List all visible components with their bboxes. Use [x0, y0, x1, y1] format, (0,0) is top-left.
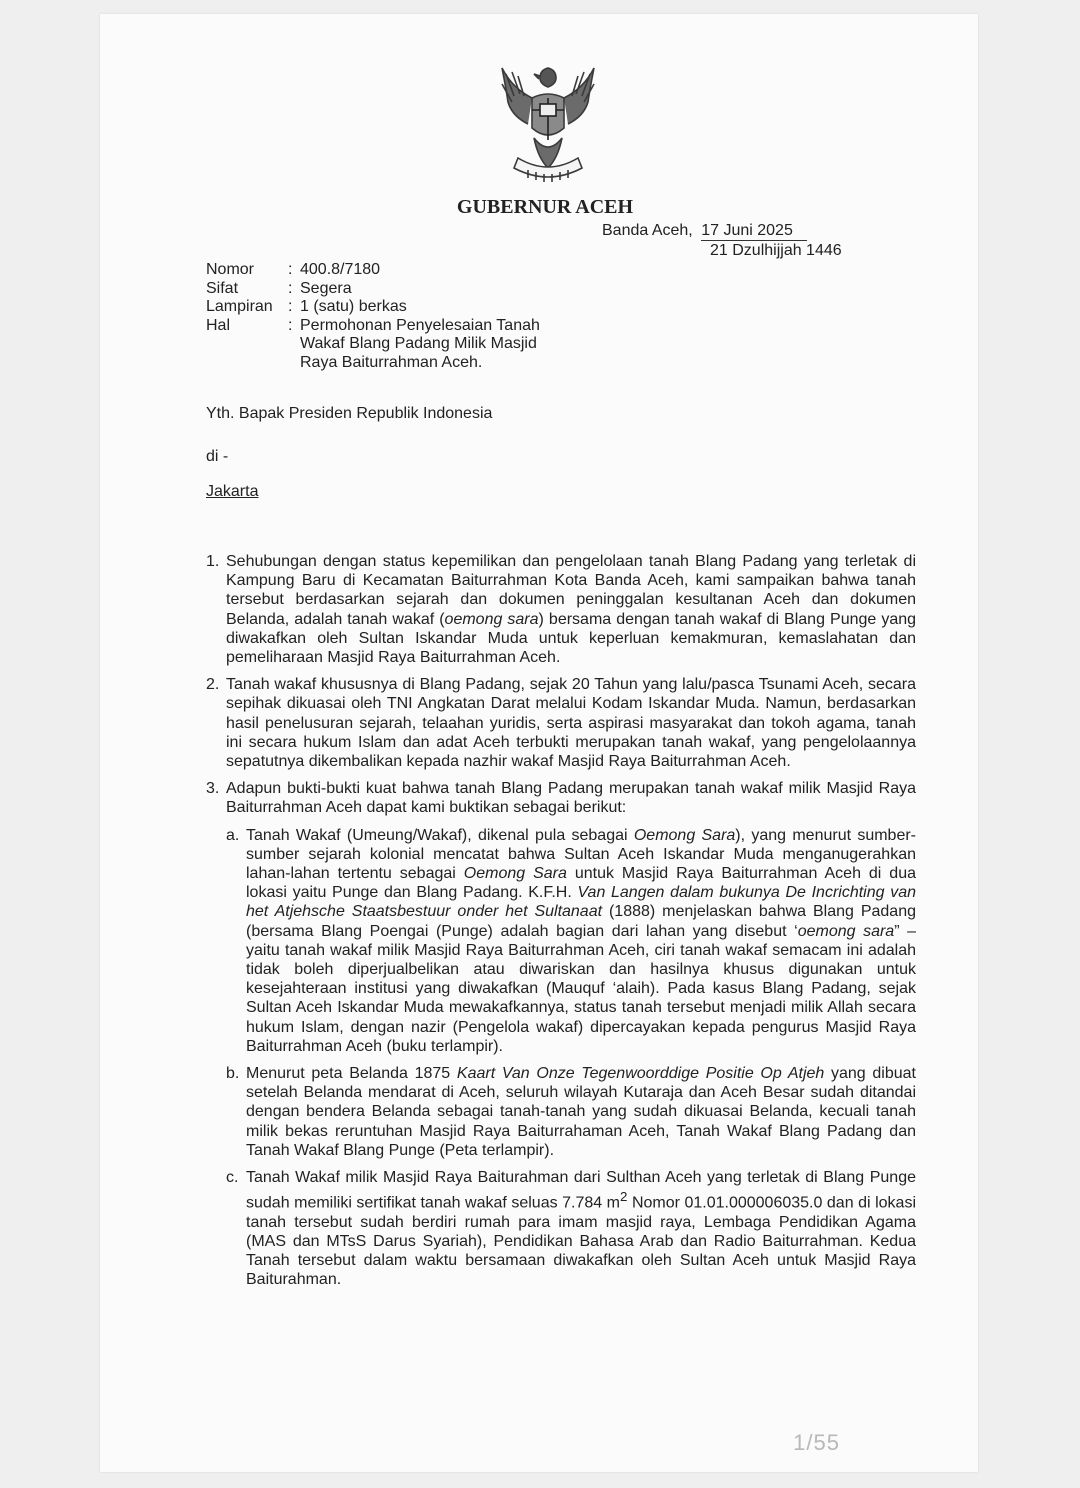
document-page	[100, 14, 978, 1472]
meta-value: Segera	[300, 279, 352, 297]
paragraph-number: 3.	[206, 780, 220, 798]
text-run: ), yang menurut sumber-sumber sejarah kolonial mencatat bahwa Sultan Aceh Iskandar Muda menganugerahkan lahan-lahan tertentu sebagai	[246, 826, 916, 883]
text-run: Tanah Wakaf (Umeung/Wakaf), dikenal pula sebagai	[246, 826, 634, 844]
sub-text	[246, 826, 916, 1056]
superscript: 2	[620, 1189, 628, 1205]
meta-label: Lampiran	[206, 298, 273, 315]
recipient-city: Jakarta	[206, 483, 259, 500]
letter-date	[602, 221, 842, 260]
text-run: (1888) menjelaskan bahwa Blang Padang (bersama Blang Poengai (Punge) adalah bagian dari lahan yang disebut ‘	[246, 903, 916, 940]
sub-text	[246, 1168, 916, 1290]
paragraph-number: 1.	[206, 553, 220, 570]
paragraph-3	[206, 779, 916, 1289]
gregorian-date: 17 Juni 2025	[701, 221, 807, 241]
meta-row-nomor: Nomor : 400.8/7180	[206, 261, 600, 280]
paragraph-1	[206, 552, 916, 667]
sub-item-c	[226, 1168, 916, 1290]
text-run: Menurut peta Belanda 1875	[246, 1065, 457, 1083]
italic-run: Oemong Sara	[463, 865, 567, 883]
paragraph-intro: Adapun bukti-bukti kuat bahwa tanah Blang Padang merupakan tanah wakaf milik Masjid Raya Baiturrahman Aceh dapat kami buktikan sebagai berikut:	[226, 780, 916, 817]
place-name: Banda Aceh,	[602, 222, 693, 239]
meta-label: Hal	[206, 316, 231, 334]
sub-letter: a.	[226, 826, 240, 844]
italic-run: Oemong Sara	[633, 826, 736, 844]
text-run: yang dibuat setelah Belanda mendarat di Aceh, seluruh wilayah Kutaraja dan Aceh Besar sudah ditandai dengan bendera Belanda sebagai tanah-tanah yang sudah dikuasai Belanda, kecuali tanah milik bekas reruntuhan Masjid Raya Baiturrahaman Aceh, Tanah Wakaf Blang Padang dan Tanah Wakaf Blang Punge (Peta terlampir).	[246, 1065, 916, 1159]
paragraph-text	[226, 779, 916, 1289]
meta-value: Permohonan Penyelesaian Tanah Wakaf Blang Padang Milik Masjid Raya Baiturrahman Aceh.	[300, 316, 540, 371]
recipient-di: di -	[206, 448, 229, 465]
hijri-date: 21 Dzulhijjah 1446	[710, 242, 842, 259]
meta-value: 1 (satu) berkas	[300, 298, 407, 315]
text-run: Tanah Wakaf milik Masjid Raya Baiturahman dari Sulthan Aceh yang terletak di Blang Punge sudah memiliki sertifikat tanah wakaf seluas 7.784 m	[246, 1169, 916, 1212]
letter-body	[206, 552, 916, 1298]
garuda-emblem-icon	[488, 58, 608, 198]
paragraph-text: Tanah wakaf khususnya di Blang Padang, sejak 20 Tahun yang lalu/pasca Tsunami Aceh, secara sepihak dikuasai oleh TNI Angkatan Darat melalui Kodam Iskandar Muda. Namun, berdasarkan hasil penelusuran sejarah, telaahan yuridis, serta aspirasi masyarakat dan tokoh agama, tanah ini secara hukum Islam dan adat Aceh terbukti merupakan tanah wakaf, yang pengelolaannya sepatutnya dikembalikan kepada nazhir wakaf Masjid Raya Baiturrahman Aceh.	[226, 676, 916, 771]
text-run: Nomor 01.01.000006035.0 dan di lokasi tanah tersebut sudah berdiri rumah para imam masjid raya, Lembaga Pendidikan Agama (MAS dan MTsS Darus Syariah), Pendidikan Bahasa Arab dan Radio Baiturrahman. Kedua Tanah tersebut dalam waktu bersamaan diwakafkan oleh Sultan Aceh untuk Masjid Raya Baiturahman.	[246, 1194, 916, 1289]
letter-meta	[206, 261, 600, 372]
paragraph-text	[226, 552, 916, 667]
recipient: Yth. Bapak Presiden Republik Indonesia	[206, 405, 493, 422]
sub-letter: b.	[226, 1065, 240, 1083]
italic-run: oemong sara	[444, 610, 539, 628]
italic-run: oemong sara	[797, 922, 895, 940]
sub-item-a	[226, 826, 916, 1056]
sub-text	[246, 1064, 916, 1160]
text-run: ) bersama dengan tanah wakaf di Blang Punge yang diwakafkan oleh Sultan Iskandar Muda untuk keperluan kemakmuran, kemaslahatan dan pemeliharaan Masjid Raya Baiturrahman Aceh.	[226, 610, 917, 667]
text-run: untuk Masjid Raya Baiturrahman Aceh di dua lokasi yaitu Punge dan Blang Padang. K.F.H.	[246, 865, 916, 902]
letter-heading: GUBERNUR ACEH	[456, 196, 634, 218]
meta-label: Nomor	[206, 261, 255, 278]
italic-run: Van Langen dalam bukunya De Incrichting van het Atjehsche Staatsbestuur onder het Sultanaat	[246, 884, 917, 921]
text-run: ” – yaitu tanah wakaf milik Masjid Raya Baiturrahman Aceh, ciri tanah wakaf semacam ini adalah tidak boleh diperjualbelikan atau diwariskan dan hasilnya khusus digunakan untuk kesejahteraan institusi yang diwakafkan (Mauquf ‘alaih). Pada kasus Blang Padang, sejak Sultan Aceh Iskandar Muda mewakafkannya, status tanah tersebut menjadi milik Allah secara hukum Islam, dengan nazir (Pengelola wakaf) dipercayakan kepada pengurus Masjid Raya Baiturrahman Aceh (buku terlampir).	[246, 922, 917, 1055]
meta-label: Sifat	[206, 279, 239, 297]
meta-row-hal: Hal : Permohonan Penyelesaian Tanah Wakaf Blang Padang Milik Masjid Raya Baiturrahman Aceh.	[206, 317, 600, 373]
italic-run: Kaart Van Onze Tegenwoorddige Positie Op Atjeh	[456, 1065, 825, 1083]
meta-value: 400.8/7180	[300, 261, 381, 278]
meta-row-sifat: Sifat : Segera	[206, 280, 600, 299]
page-counter: 1/55	[793, 1430, 840, 1455]
sub-item-b	[226, 1064, 916, 1160]
paragraph-2	[206, 675, 916, 771]
text-run: Sehubungan dengan status kepemilikan dan pengelolaan tanah Blang Padang yang terletak di Kampung Baru di Kecamatan Baiturrahman Kota Banda Aceh, kami sampaikan bahwa tanah tersebut berdasarkan sejarah dan dokumen peninggalan kesultanan Aceh dan dokumen Belanda, adalah tanah wakaf (	[226, 553, 916, 628]
paragraph-number: 2.	[206, 676, 220, 694]
sub-letter: c.	[226, 1169, 239, 1187]
meta-row-lampiran: Lampiran : 1 (satu) berkas	[206, 298, 600, 317]
